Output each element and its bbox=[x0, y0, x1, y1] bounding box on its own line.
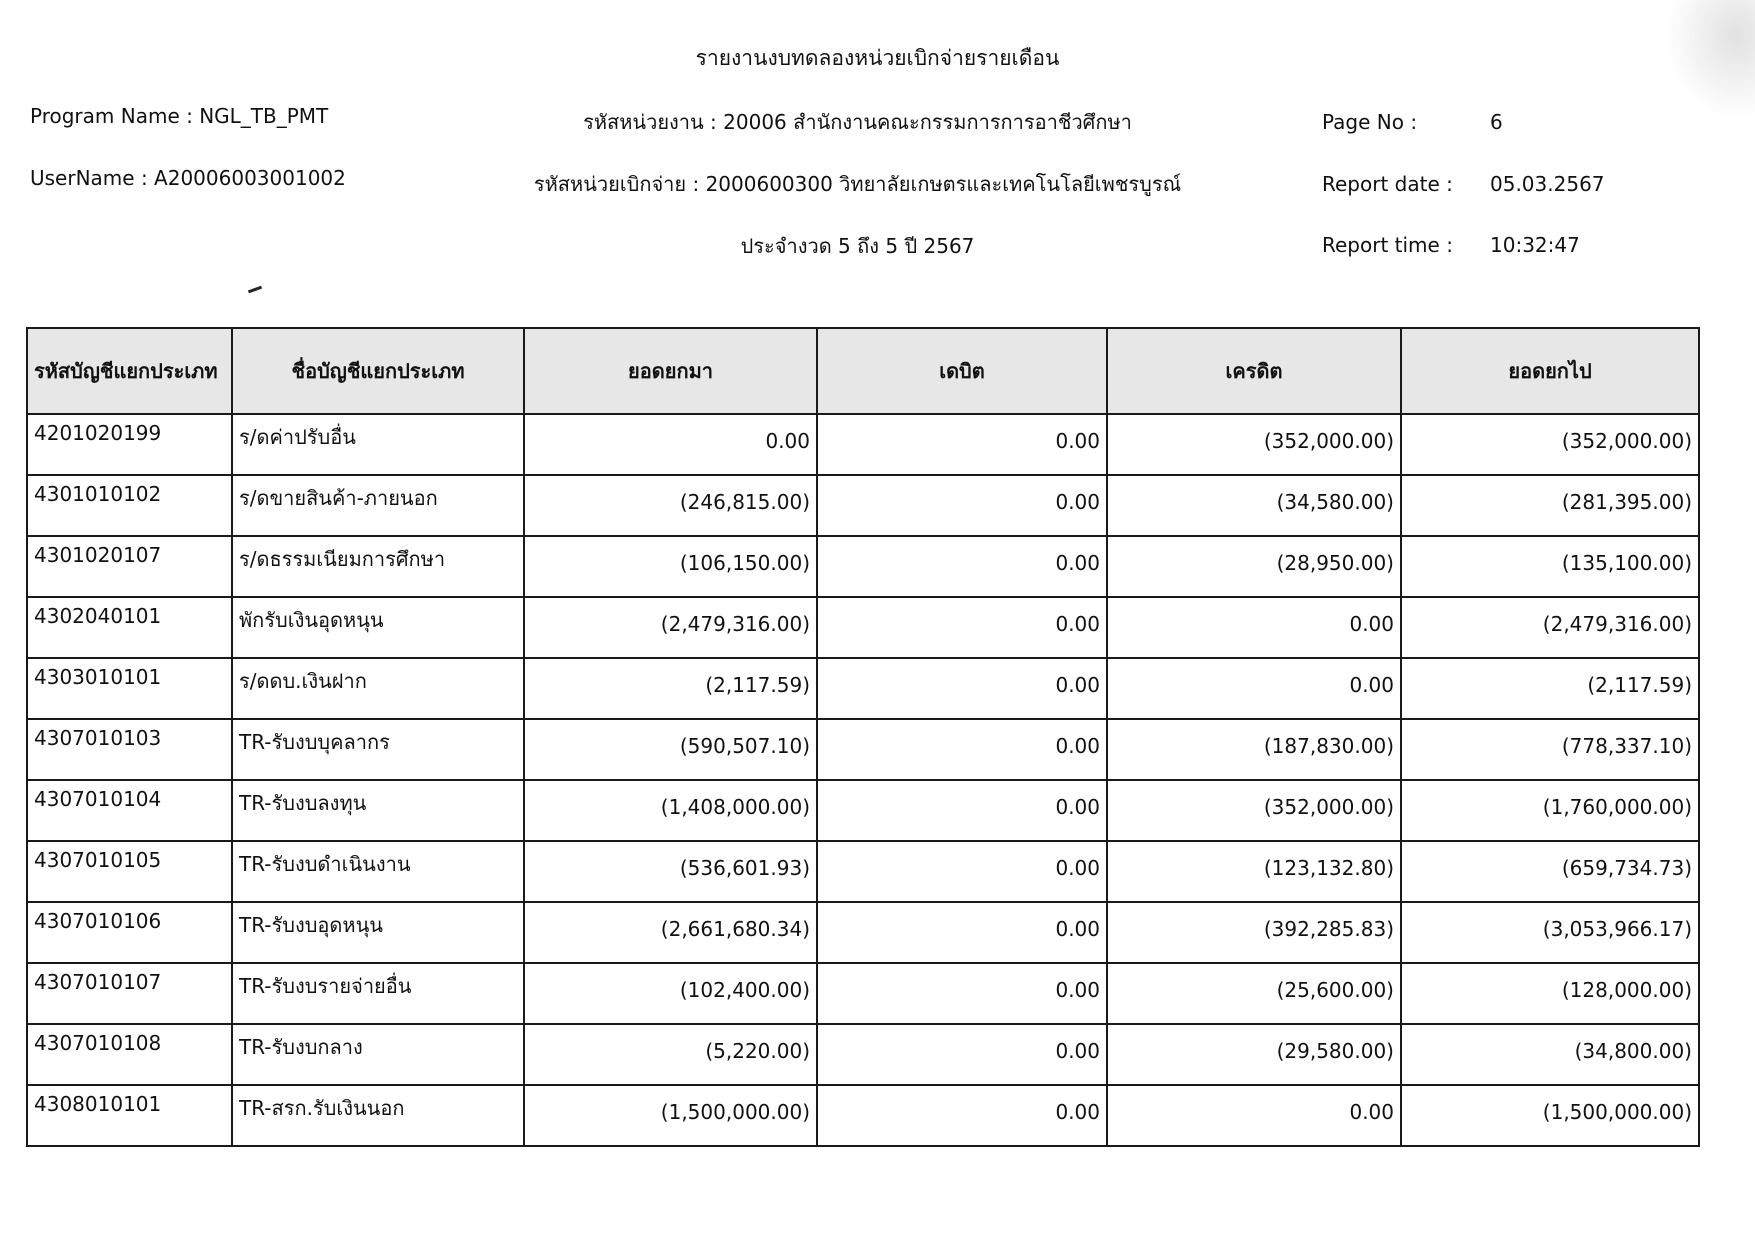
table-row bbox=[27, 902, 1699, 963]
table-row bbox=[27, 536, 1699, 597]
debit: 0.00 bbox=[817, 414, 1107, 475]
account-code: 4307010106 bbox=[27, 902, 232, 963]
balance-carried: (281,395.00) bbox=[1401, 475, 1699, 536]
credit: (25,600.00) bbox=[1107, 963, 1401, 1024]
balance-carried: (659,734.73) bbox=[1401, 841, 1699, 902]
balance-forward: (246,815.00) bbox=[524, 475, 817, 536]
credit: (28,950.00) bbox=[1107, 536, 1401, 597]
balance-forward: (1,500,000.00) bbox=[524, 1085, 817, 1146]
table-row bbox=[27, 1024, 1699, 1085]
username-value: A20006003001002 bbox=[154, 166, 346, 190]
account-name: TR-รับงบรายจ่ายอื่น bbox=[232, 963, 524, 1024]
table-row bbox=[27, 597, 1699, 658]
header-balance-carried: ยอดยกไป bbox=[1401, 328, 1699, 414]
account-code: 4307010108 bbox=[27, 1024, 232, 1085]
account-name: TR-สรก.รับเงินนอก bbox=[232, 1085, 524, 1146]
balance-forward: (2,661,680.34) bbox=[524, 902, 817, 963]
report-time-value: 10:32:47 bbox=[1490, 233, 1580, 257]
table-row bbox=[27, 1085, 1699, 1146]
credit: 0.00 bbox=[1107, 1085, 1401, 1146]
credit: (352,000.00) bbox=[1107, 414, 1401, 475]
credit: (29,580.00) bbox=[1107, 1024, 1401, 1085]
balance-forward: (2,479,316.00) bbox=[524, 597, 817, 658]
credit: (392,285.83) bbox=[1107, 902, 1401, 963]
program-name-value: NGL_TB_PMT bbox=[199, 104, 329, 128]
username-label: UserName : bbox=[30, 166, 148, 190]
table-row bbox=[27, 414, 1699, 475]
report-date-label: Report date : bbox=[1322, 172, 1453, 196]
credit: (123,132.80) bbox=[1107, 841, 1401, 902]
account-name: ร/ดค่าปรับอื่น bbox=[232, 414, 524, 475]
page-no-label: Page No : bbox=[1322, 110, 1418, 134]
account-name: TR-รับงบดำเนินงาน bbox=[232, 841, 524, 902]
header-account-code: รหัสบัญชีแยกประเภท bbox=[27, 328, 232, 414]
account-name: TR-รับงบลงทุน bbox=[232, 780, 524, 841]
account-name: TR-รับงบอุดหนุน bbox=[232, 902, 524, 963]
balance-carried: (34,800.00) bbox=[1401, 1024, 1699, 1085]
table-header-row bbox=[27, 328, 1699, 414]
account-code: 4302040101 bbox=[27, 597, 232, 658]
credit: (187,830.00) bbox=[1107, 719, 1401, 780]
balance-forward: (102,400.00) bbox=[524, 963, 817, 1024]
disbursing-unit-line: รหัสหน่วยเบิกจ่าย : 2000600300 วิทยาลัยเกษตรและเทคโนโลยีเพชรบูรณ์ bbox=[533, 172, 1182, 196]
debit: 0.00 bbox=[817, 841, 1107, 902]
debit: 0.00 bbox=[817, 1085, 1107, 1146]
account-code: 4201020199 bbox=[27, 414, 232, 475]
debit: 0.00 bbox=[817, 719, 1107, 780]
credit: 0.00 bbox=[1107, 597, 1401, 658]
credit: (352,000.00) bbox=[1107, 780, 1401, 841]
credit: (34,580.00) bbox=[1107, 475, 1401, 536]
debit: 0.00 bbox=[817, 780, 1107, 841]
balance-carried: (135,100.00) bbox=[1401, 536, 1699, 597]
table-row bbox=[27, 963, 1699, 1024]
balance-carried: (2,117.59) bbox=[1401, 658, 1699, 719]
balance-carried: (778,337.10) bbox=[1401, 719, 1699, 780]
balance-carried: (2,479,316.00) bbox=[1401, 597, 1699, 658]
balance-forward: (536,601.93) bbox=[524, 841, 817, 902]
balance-forward: (1,408,000.00) bbox=[524, 780, 817, 841]
account-name: TR-รับงบบุคลากร bbox=[232, 719, 524, 780]
debit: 0.00 bbox=[817, 902, 1107, 963]
account-code: 4307010107 bbox=[27, 963, 232, 1024]
pen-mark bbox=[248, 286, 262, 294]
account-code: 4307010103 bbox=[27, 719, 232, 780]
program-name-label: Program Name : bbox=[30, 104, 193, 128]
debit: 0.00 bbox=[817, 963, 1107, 1024]
credit: 0.00 bbox=[1107, 658, 1401, 719]
report-time-label: Report time : bbox=[1322, 233, 1453, 257]
table-row bbox=[27, 719, 1699, 780]
balance-forward: (5,220.00) bbox=[524, 1024, 817, 1085]
debit: 0.00 bbox=[817, 1024, 1107, 1085]
debit: 0.00 bbox=[817, 536, 1107, 597]
account-name: ร/ดธรรมเนียมการศึกษา bbox=[232, 536, 524, 597]
balance-forward: (2,117.59) bbox=[524, 658, 817, 719]
page-no-value: 6 bbox=[1490, 110, 1503, 134]
table-row bbox=[27, 841, 1699, 902]
debit: 0.00 bbox=[817, 475, 1107, 536]
balance-carried: (1,500,000.00) bbox=[1401, 1085, 1699, 1146]
report-date-value: 05.03.2567 bbox=[1490, 172, 1605, 196]
header-balance-forward: ยอดยกมา bbox=[524, 328, 817, 414]
account-name: ร/ดขายสินค้า-ภายนอก bbox=[232, 475, 524, 536]
trial-balance-table bbox=[26, 327, 1700, 1147]
account-name: พักรับเงินอุดหนุน bbox=[232, 597, 524, 658]
report-title: รายงานงบทดลองหน่วยเบิกจ่ายรายเดือน bbox=[695, 46, 1060, 70]
account-code: 4303010101 bbox=[27, 658, 232, 719]
account-code: 4307010104 bbox=[27, 780, 232, 841]
balance-carried: (3,053,966.17) bbox=[1401, 902, 1699, 963]
table-row bbox=[27, 475, 1699, 536]
debit: 0.00 bbox=[817, 597, 1107, 658]
balance-forward: (106,150.00) bbox=[524, 536, 817, 597]
balance-carried: (1,760,000.00) bbox=[1401, 780, 1699, 841]
account-name: TR-รับงบกลาง bbox=[232, 1024, 524, 1085]
header-debit: เดบิต bbox=[817, 328, 1107, 414]
balance-forward: (590,507.10) bbox=[524, 719, 817, 780]
header-credit: เครดิต bbox=[1107, 328, 1401, 414]
table-row bbox=[27, 780, 1699, 841]
balance-forward: 0.00 bbox=[524, 414, 817, 475]
balance-carried: (128,000.00) bbox=[1401, 963, 1699, 1024]
account-code: 4308010101 bbox=[27, 1085, 232, 1146]
account-code: 4307010105 bbox=[27, 841, 232, 902]
account-name: ร/ดดบ.เงินฝาก bbox=[232, 658, 524, 719]
debit: 0.00 bbox=[817, 658, 1107, 719]
account-code: 4301020107 bbox=[27, 536, 232, 597]
agency-line: รหัสหน่วยงาน : 20006 สำนักงานคณะกรรมการการอาชีวศึกษา bbox=[583, 110, 1132, 134]
balance-carried: (352,000.00) bbox=[1401, 414, 1699, 475]
period-line: ประจำงวด 5 ถึง 5 ปี 2567 bbox=[740, 234, 975, 258]
table-row bbox=[27, 658, 1699, 719]
account-code: 4301010102 bbox=[27, 475, 232, 536]
header-account-name: ชื่อบัญชีแยกประเภท bbox=[232, 328, 524, 414]
